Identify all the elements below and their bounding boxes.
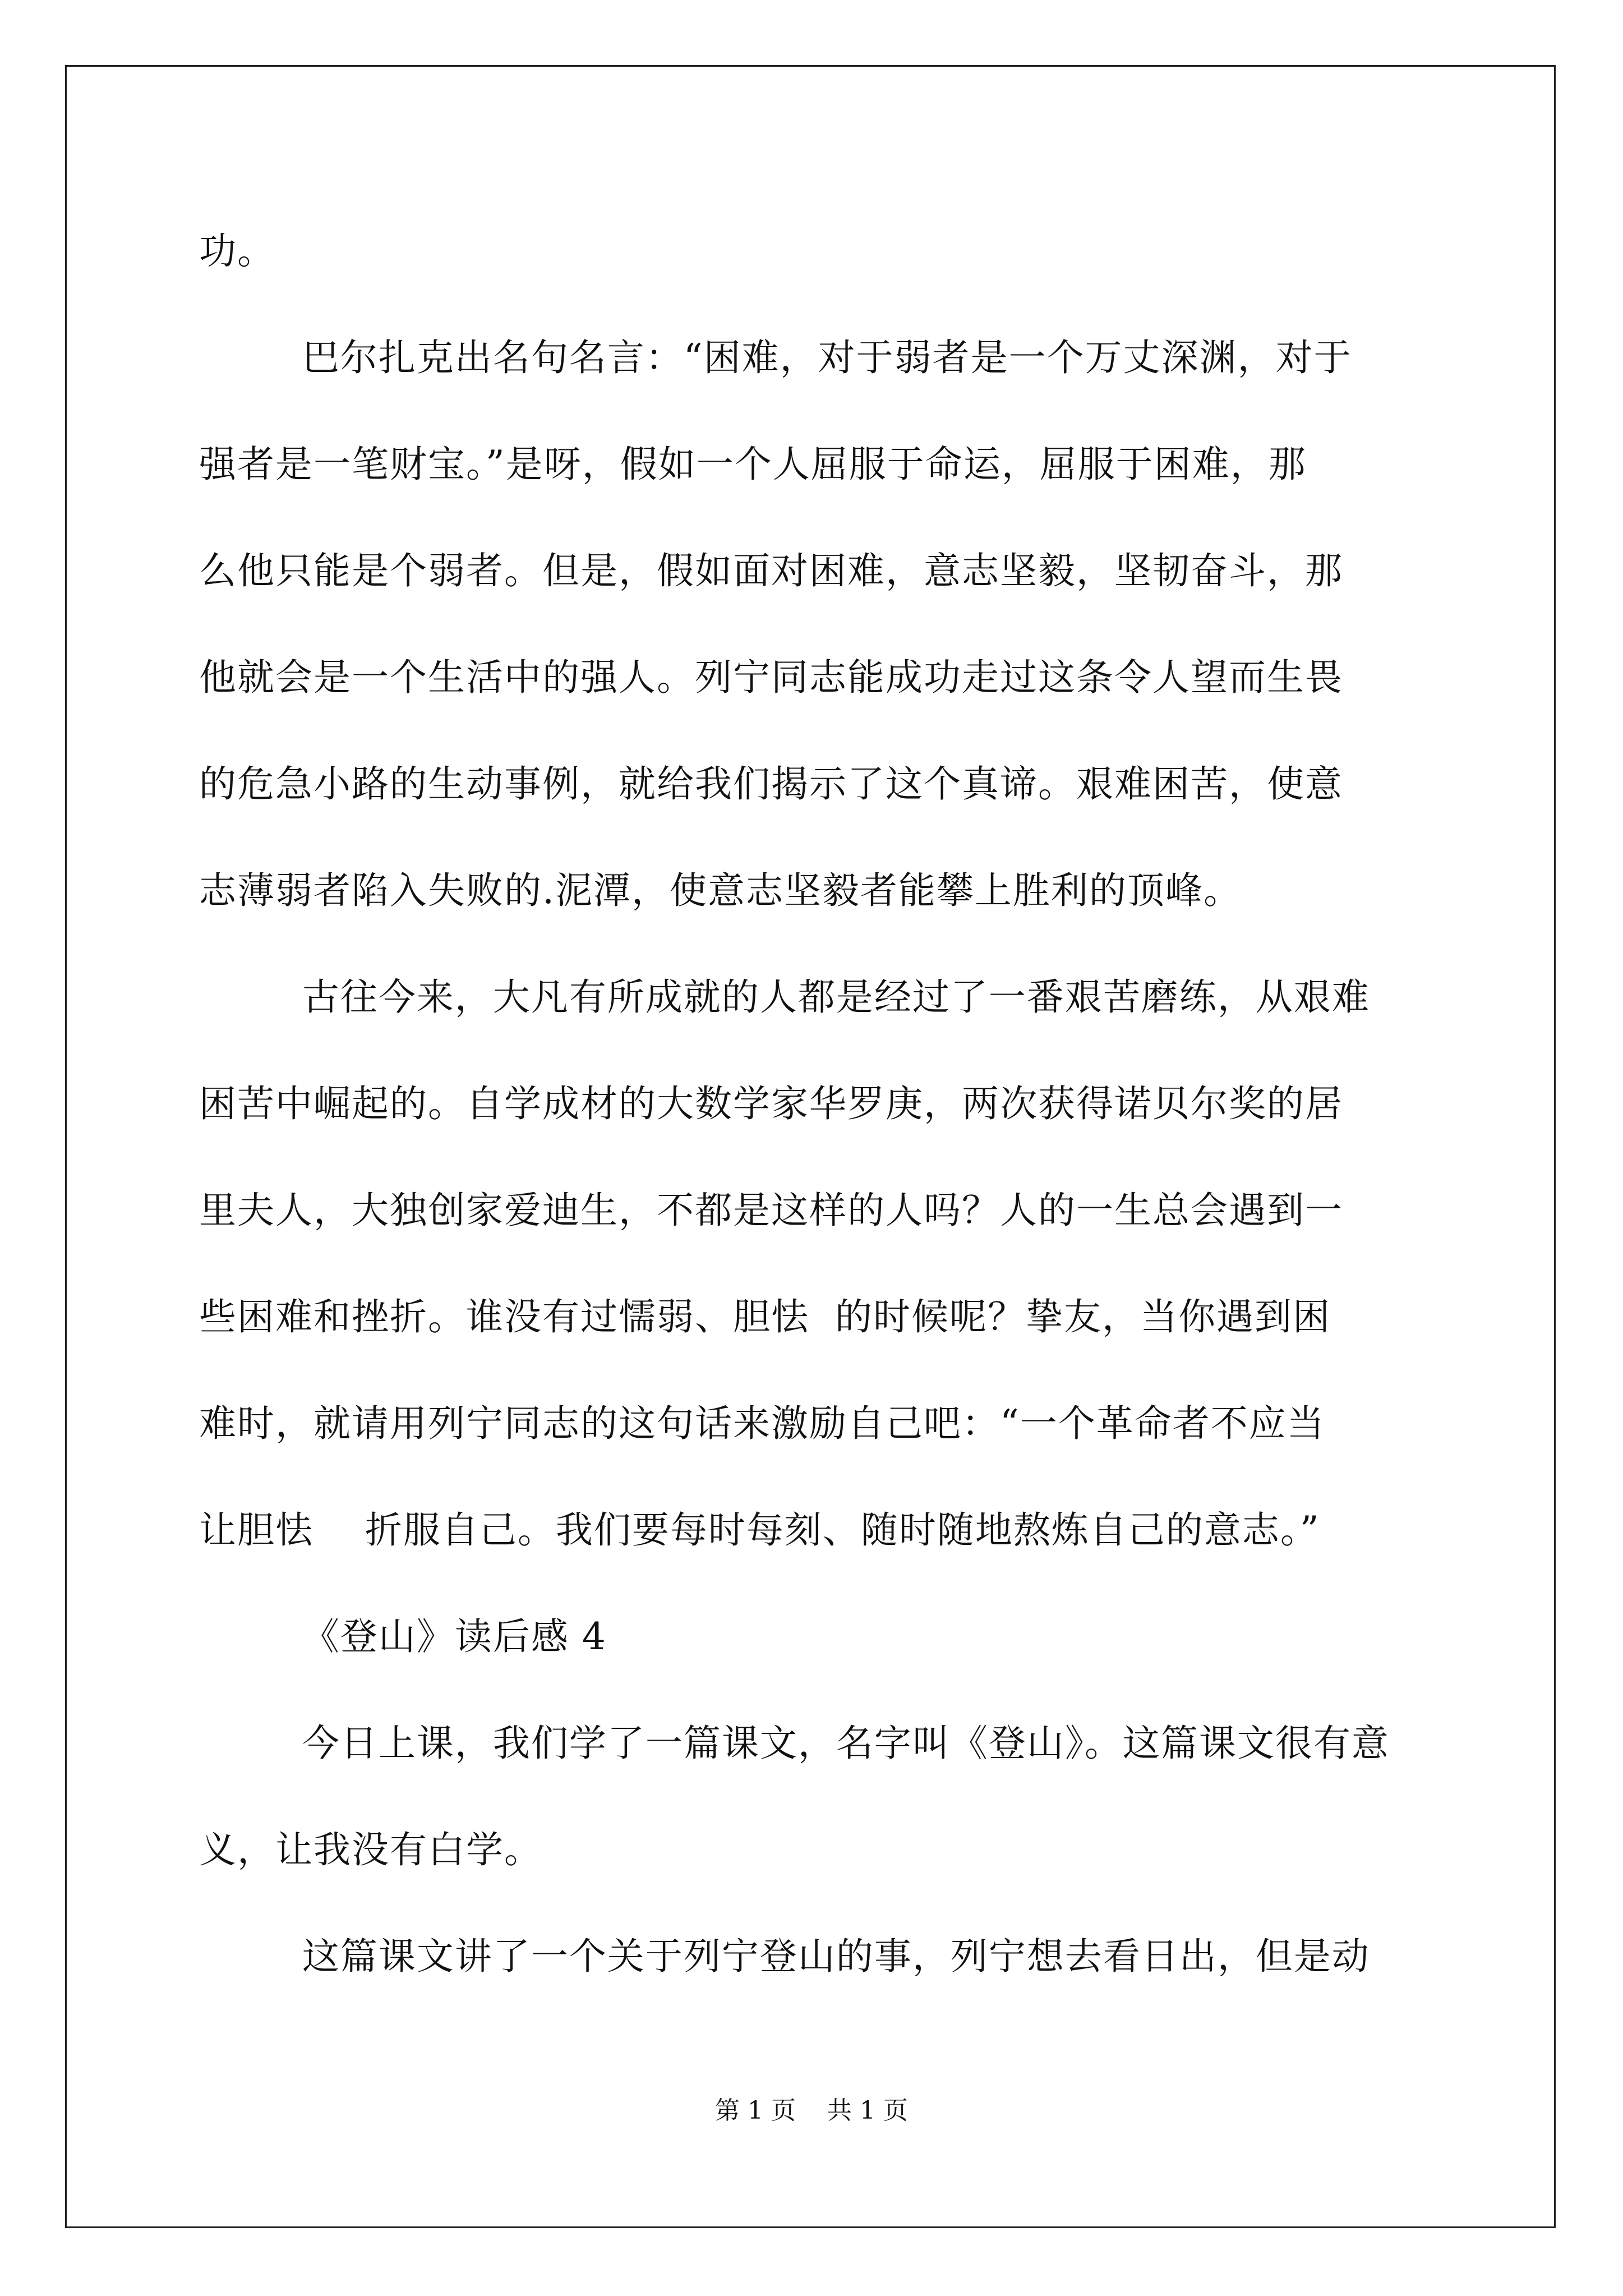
text-line-4: 么他只能是个弱者。但是，假如面对困难，意志坚毅，坚韧奋斗，那 xyxy=(199,549,1343,592)
text-line-12: 难时，就请用列宁同志的这句话来激励自己吧：“一个革命者不应当 xyxy=(199,1402,1325,1445)
text-line-17: 这篇课文讲了一个关于列宁登山的事，列宁想去看日出，但是动 xyxy=(199,1935,1370,1978)
text-line-13: 让胆怯 折服自己。我们要每时每刻、随时随地熬炼自己的意志。” xyxy=(199,1508,1320,1552)
page-number-footer: 第 1 页 共 1 页 xyxy=(715,2096,908,2125)
text-line-7: 志薄弱者陷入失败的.泥潭，使意志坚毅者能攀上胜利的顶峰。 xyxy=(199,869,1242,912)
text-line-9: 困苦中崛起的。自学成材的大数学家华罗庚，两次获得诺贝尔奖的居 xyxy=(199,1082,1343,1125)
text-line-5: 他就会是一个生活中的强人。列宁同志能成功走过这条令人望而生畏 xyxy=(199,656,1343,699)
text-line-6: 的危急小路的生动事例，就给我们揭示了这个真谛。艰难困苦，使意 xyxy=(199,762,1343,806)
text-line-11: 些困难和挫折。谁没有过懦弱、胆怯 的时候呢？挚友，当你遇到困 xyxy=(199,1295,1331,1338)
text-line-2: 巴尔扎克出名句名言：“困难，对于弱者是一个万丈深渊，对于 xyxy=(199,336,1352,379)
text-line-16: 义，让我没有白学。 xyxy=(199,1828,542,1871)
text-line-15: 今日上课，我们学了一篇课文，名字叫《登山》。这篇课文很有意 xyxy=(199,1722,1390,1765)
text-line-10: 里夫人，大独创家爱迪生，不都是这样的人吗？人的一生总会遇到一 xyxy=(199,1189,1343,1232)
text-line-1: 功。 xyxy=(199,229,275,273)
section-heading: 《登山》读后感 4 xyxy=(199,1615,607,1658)
text-line-8: 古往今来，大凡有所成就的人都是经过了一番艰苦磨练，从艰难 xyxy=(199,976,1370,1019)
page-border xyxy=(65,65,1556,2228)
text-line-3: 强者是一笔财宝。”是呀，假如一个人屈服于命运，屈服于困难，那 xyxy=(199,443,1307,486)
